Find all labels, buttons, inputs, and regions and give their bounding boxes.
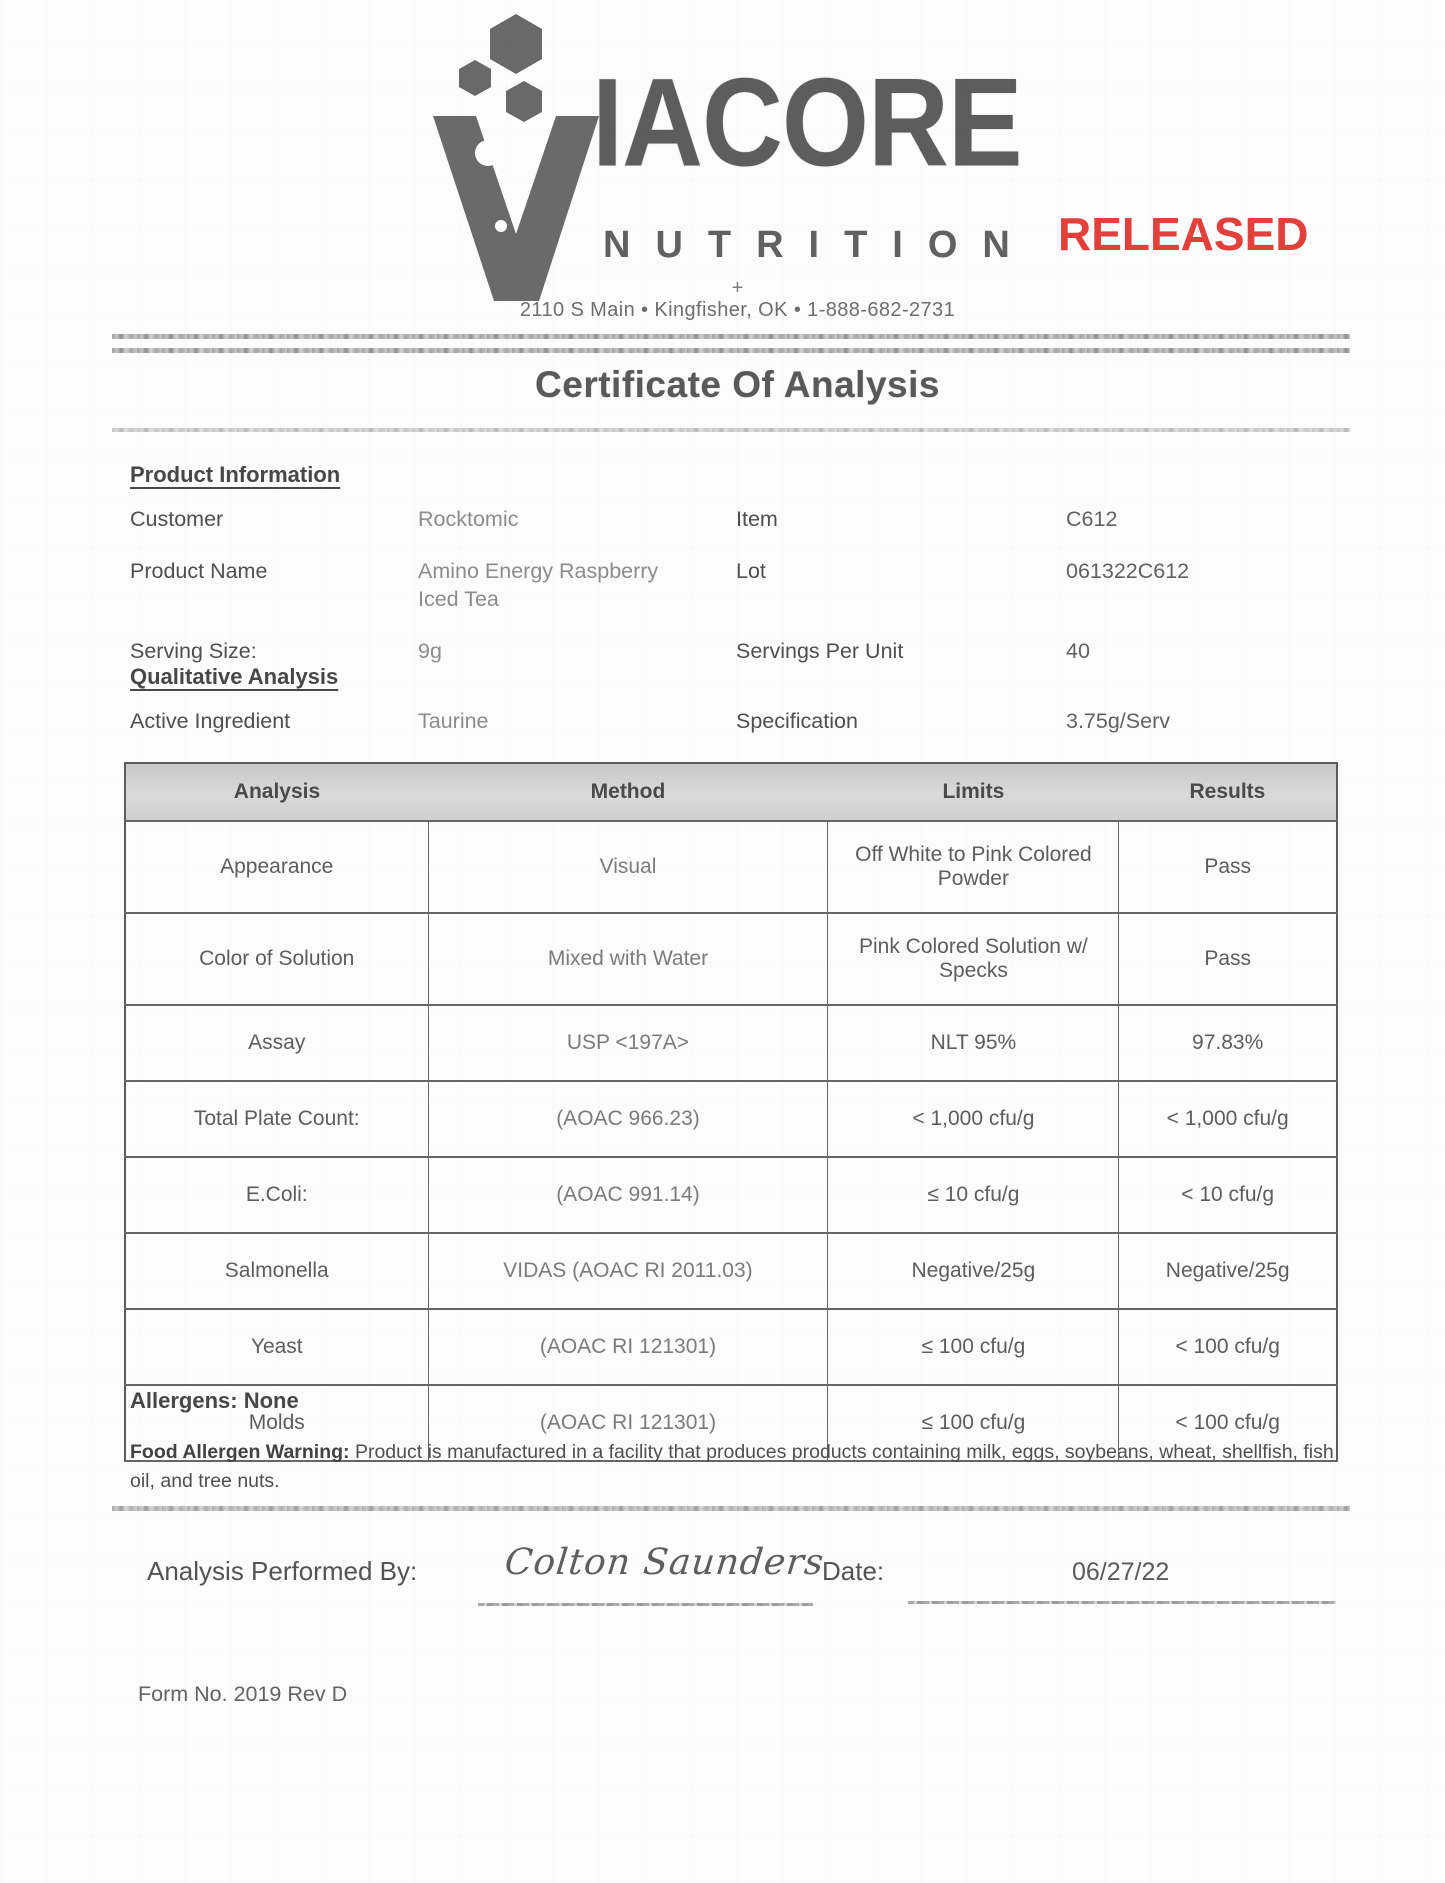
table-row <box>125 1005 1337 1081</box>
results-cell: < 10 cfu/g <box>1119 1157 1337 1233</box>
customer-value: Rocktomic <box>418 507 519 531</box>
qualitative-analysis-grid <box>130 708 1345 736</box>
results-cell: Negative/25g <box>1119 1233 1337 1309</box>
table-row <box>125 1233 1337 1309</box>
method-cell: (AOAC RI 121301) <box>428 1385 828 1461</box>
logo-subtitle-text: NUTRITION <box>603 224 1035 266</box>
date-label: Date: <box>822 1556 885 1586</box>
limits-cell: NLT 95% <box>828 1005 1119 1081</box>
customer-label: Customer <box>130 507 224 531</box>
table-row <box>125 1081 1337 1157</box>
method-cell: VIDAS (AOAC RI 2011.03) <box>428 1233 828 1309</box>
item-label: Item <box>736 507 778 531</box>
divider-above-signature <box>112 1506 1350 1511</box>
plus-mark: + <box>731 277 744 299</box>
item-value: C612 <box>1066 507 1118 531</box>
method-cell: Mixed with Water <box>428 913 828 1005</box>
form-number: Form No. 2019 Rev D <box>138 1682 348 1706</box>
analysis-cell: Total Plate Count: <box>125 1081 428 1157</box>
qualitative-analysis-heading: Qualitative Analysis <box>130 664 339 689</box>
limits-cell: Off White to Pink Colored Powder <box>828 821 1119 913</box>
specification-label: Specification <box>736 709 858 733</box>
lot-value: 061322C612 <box>1066 558 1190 583</box>
col-header-limits: Limits <box>828 763 1119 821</box>
servings-per-unit-label: Servings Per Unit <box>736 638 904 663</box>
food-allergen-warning <box>130 1438 1345 1497</box>
limits-cell: ≤ 100 cfu/g <box>828 1309 1119 1385</box>
product-information-grid <box>130 506 1345 666</box>
results-table <box>124 762 1338 1462</box>
method-cell: (AOAC 966.23) <box>428 1081 828 1157</box>
viacore-logo-flask-icon <box>428 6 608 306</box>
limits-cell: ≤ 100 cfu/g <box>828 1385 1119 1461</box>
limits-cell: ≤ 10 cfu/g <box>828 1157 1119 1233</box>
allergens-line: Allergens: None <box>130 1388 299 1413</box>
method-cell: (AOAC 991.14) <box>428 1157 828 1233</box>
analysis-cell: Appearance <box>125 821 428 913</box>
company-address: 2110 S Main • Kingfisher, OK • 1-888-682-2731 <box>519 299 956 321</box>
date-underline <box>908 1601 1336 1604</box>
results-cell: < 1,000 cfu/g <box>1119 1081 1337 1157</box>
analysis-cell: E.Coli: <box>125 1157 428 1233</box>
analysis-cell: Assay <box>125 1005 428 1081</box>
results-cell: 97.83% <box>1119 1005 1337 1081</box>
released-stamp: RELEASED <box>1058 208 1309 260</box>
analysis-cell: Color of Solution <box>125 913 428 1005</box>
active-ingredient-value: Taurine <box>418 709 489 733</box>
method-cell: USP <197A> <box>428 1005 828 1081</box>
divider-top-1 <box>112 334 1350 339</box>
serving-size-value: 9g <box>418 638 442 663</box>
lot-label: Lot <box>736 558 766 583</box>
col-header-method: Method <box>428 763 828 821</box>
results-cell: < 100 cfu/g <box>1119 1309 1337 1385</box>
method-cell: Visual <box>428 821 828 913</box>
limits-cell: < 1,000 cfu/g <box>828 1081 1119 1157</box>
analyst-signature: Colton Saunders <box>502 1542 827 1583</box>
limits-cell: Pink Colored Solution w/ Specks <box>828 913 1119 1005</box>
results-cell: < 100 cfu/g <box>1119 1385 1337 1461</box>
product-name-value: Amino Energy Raspberry Iced Tea <box>418 558 659 611</box>
method-cell: (AOAC RI 121301) <box>428 1309 828 1385</box>
divider-top-2 <box>112 348 1350 353</box>
serving-size-label: Serving Size: <box>130 638 257 663</box>
analysis-cell: Yeast <box>125 1309 428 1385</box>
results-cell: Pass <box>1119 913 1337 1005</box>
analysis-cell: Molds <box>125 1385 428 1461</box>
specification-value: 3.75g/Serv <box>1066 709 1170 733</box>
food-allergen-warning-label: Food Allergen Warning: <box>130 1441 350 1463</box>
results-cell: Pass <box>1119 821 1337 913</box>
product-name-label: Product Name <box>130 558 268 583</box>
col-header-results: Results <box>1119 763 1337 821</box>
table-row <box>125 821 1337 913</box>
active-ingredient-label: Active Ingredient <box>130 709 291 733</box>
page-title: Certificate Of Analysis <box>535 364 940 405</box>
table-header-row <box>125 763 1337 821</box>
signature-underline <box>478 1603 813 1606</box>
qualitative-analysis-section <box>130 664 1345 736</box>
table-row <box>125 913 1337 1005</box>
date-value: 06/27/22 <box>1072 1558 1170 1586</box>
product-information-section <box>130 462 1345 666</box>
limits-cell: Negative/25g <box>828 1233 1119 1309</box>
food-allergen-warning-text: Product is manufactured in a facility that produces products containing milk, eggs, soybeans, wheat, shellfish, fish oil, and tree nuts. <box>130 1441 1334 1493</box>
analysis-performed-by-label: Analysis Performed By: <box>147 1556 418 1586</box>
table-row <box>125 1157 1337 1233</box>
analysis-cell: Salmonella <box>125 1233 428 1309</box>
divider-under-title <box>112 428 1350 432</box>
col-header-analysis: Analysis <box>125 763 428 821</box>
product-information-heading: Product Information <box>130 462 341 487</box>
servings-per-unit-value: 40 <box>1066 638 1090 663</box>
logo-brand-text: IACORE <box>592 52 1022 193</box>
table-row <box>125 1309 1337 1385</box>
